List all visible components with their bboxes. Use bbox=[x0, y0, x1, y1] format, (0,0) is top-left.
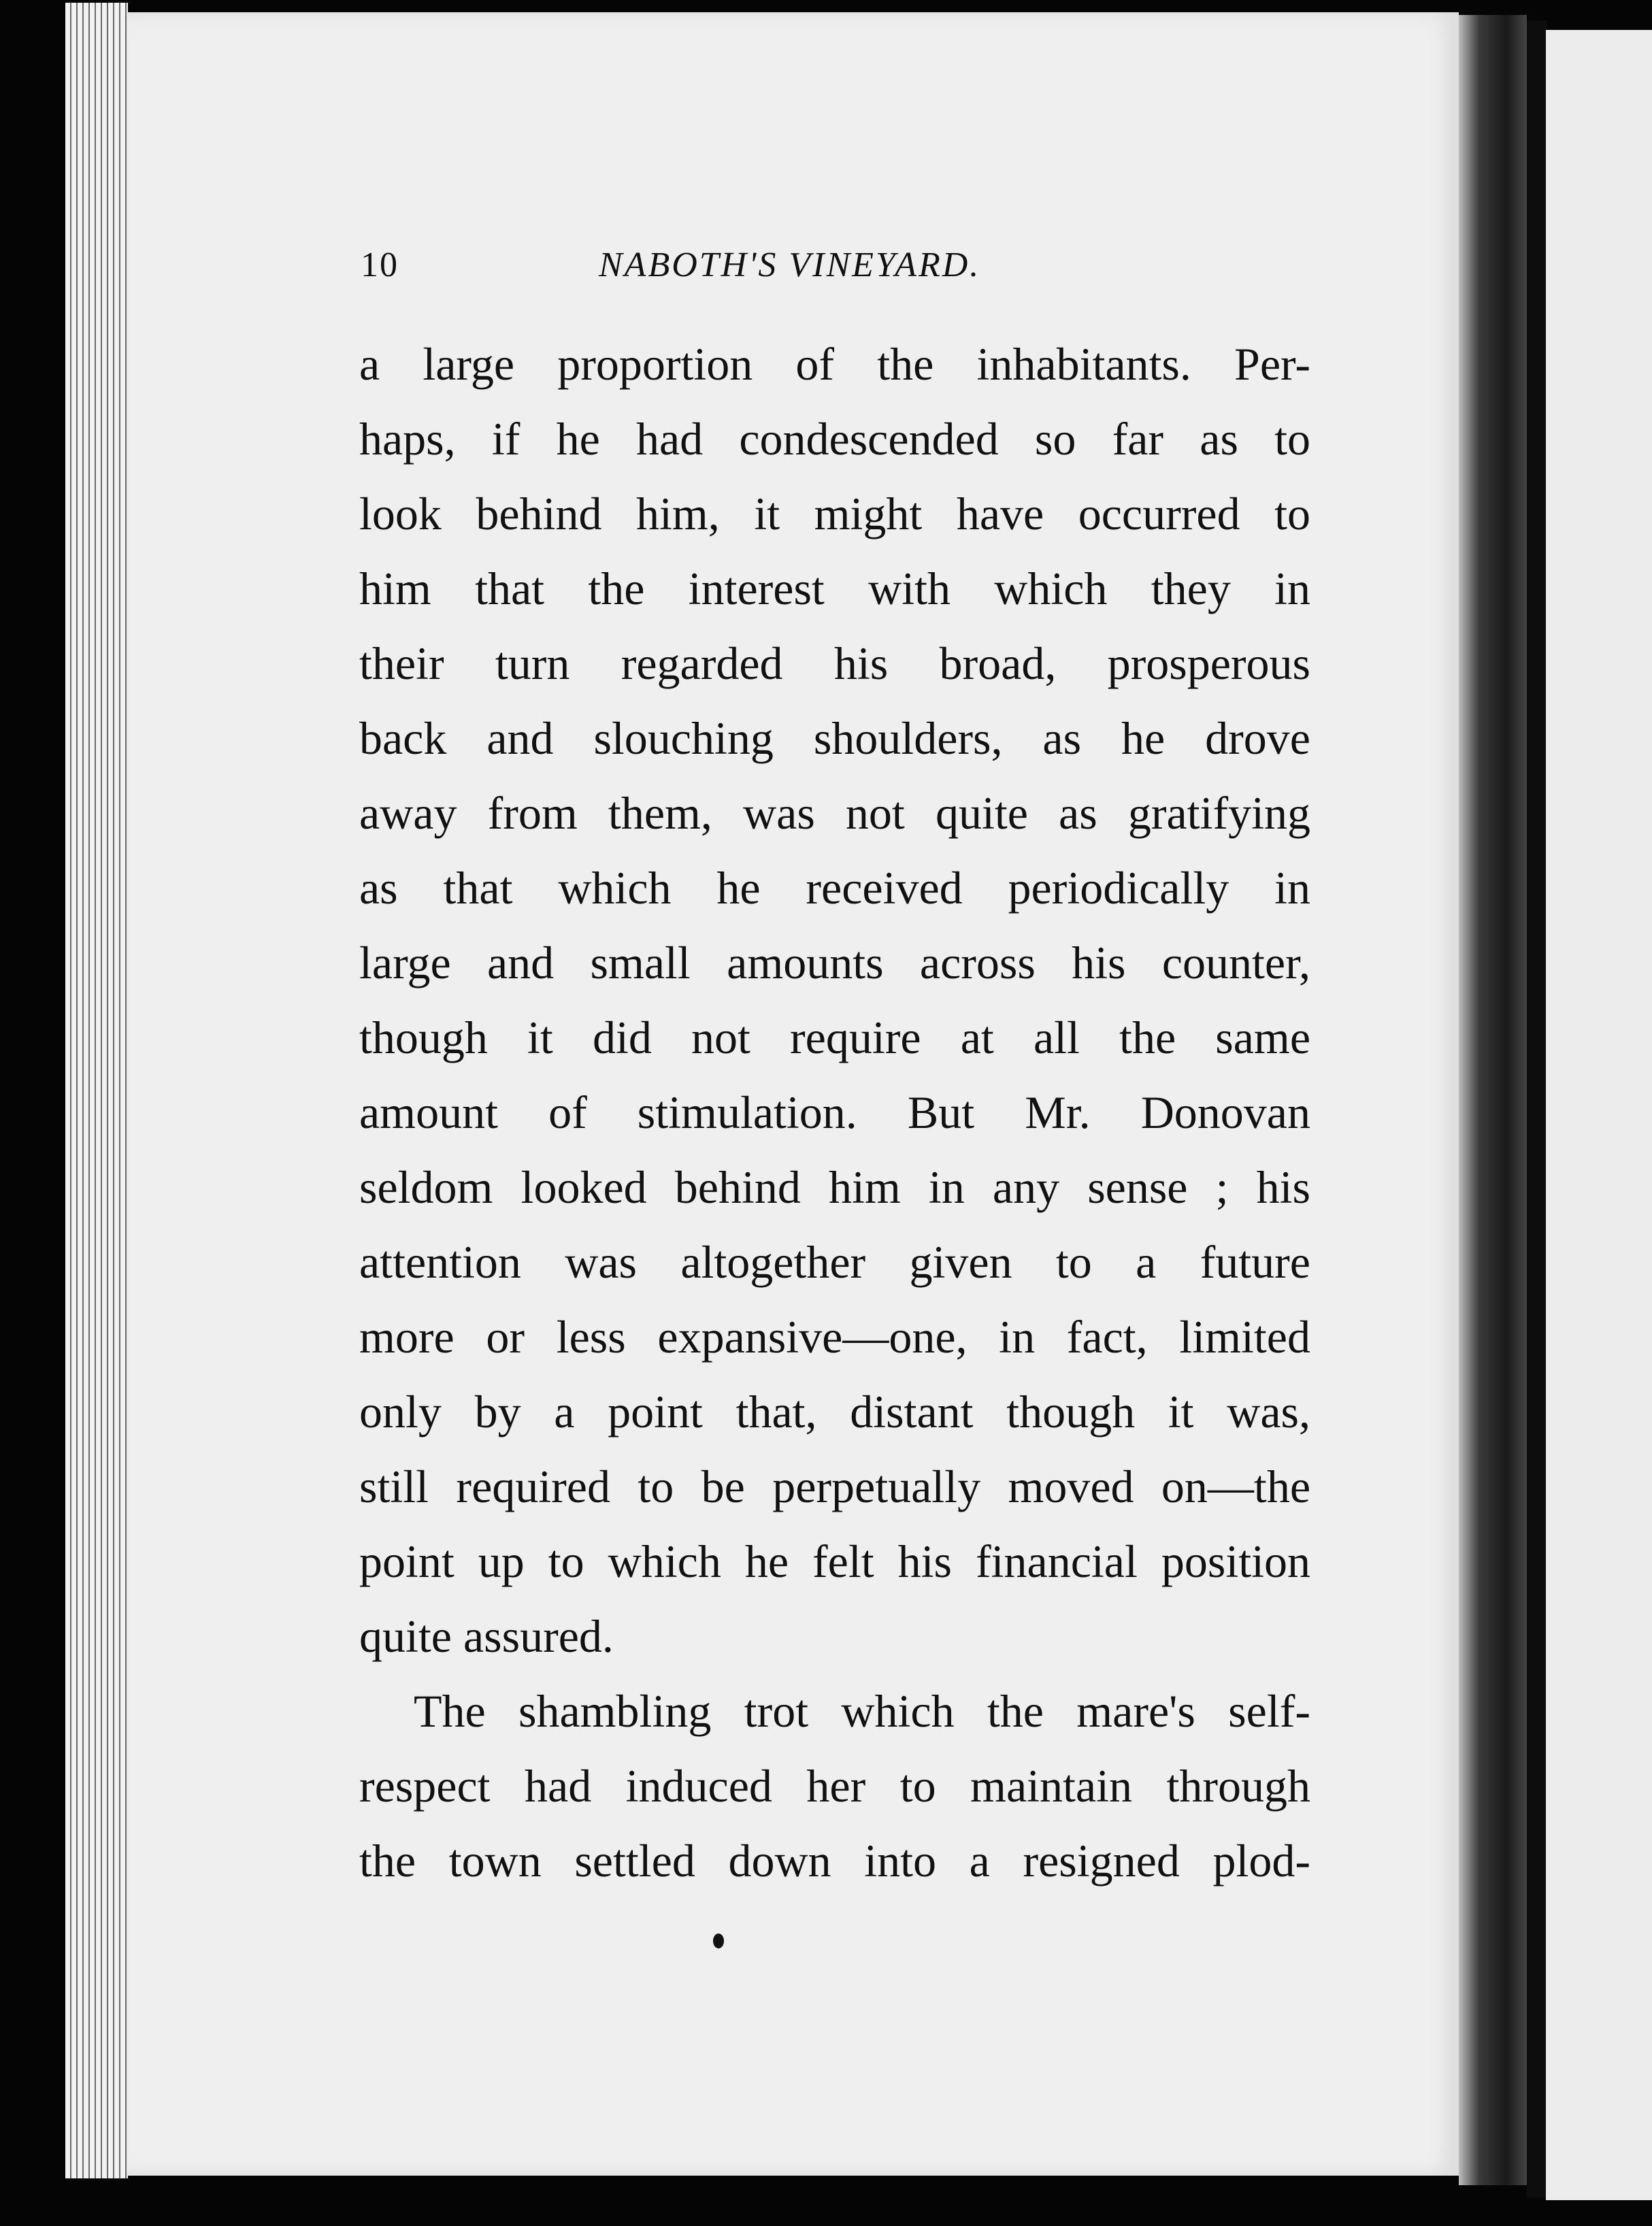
text-line: a large proportion of the inhabitants. Per- bbox=[359, 338, 1310, 390]
text-line: as that which he received periodically in bbox=[359, 862, 1310, 914]
facing-page bbox=[1546, 30, 1652, 2200]
text-line: haps, if he had condescended so far as to bbox=[359, 413, 1310, 465]
text-line: him that the interest with which they in bbox=[359, 563, 1310, 614]
paragraph-first-line: The shambling trot which the mare's self- bbox=[414, 1685, 1310, 1737]
text-line: attention was altogether given to a future bbox=[359, 1236, 1310, 1288]
text-line: look behind him, it might have occurred to bbox=[359, 488, 1310, 539]
text-line: still required to be perpetually moved on—the bbox=[359, 1461, 1310, 1512]
page-number: 10 bbox=[361, 246, 399, 284]
text-line: though it did not require at all the same bbox=[359, 1012, 1310, 1063]
running-head bbox=[361, 245, 1313, 299]
text-line: more or less expansive—one, in fact, limited bbox=[359, 1311, 1310, 1363]
text-line: point up to which he felt his financial position bbox=[359, 1535, 1310, 1587]
running-title: NABOTH'S VINEYARD. bbox=[599, 246, 981, 284]
ink-speck bbox=[713, 1933, 724, 1948]
body-text bbox=[359, 327, 1310, 1898]
facing-page-edge bbox=[1527, 20, 1547, 2197]
page-gutter-shadow bbox=[1459, 15, 1527, 2185]
text-line: respect had induced her to maintain through bbox=[359, 1760, 1310, 1812]
text-line: the town settled down into a resigned plod- bbox=[359, 1835, 1310, 1887]
text-line: seldom looked behind him in any sense ; his bbox=[359, 1161, 1310, 1213]
text-line: amount of stimulation. But Mr. Donovan bbox=[359, 1086, 1310, 1138]
text-line: back and slouching shoulders, as he drove bbox=[359, 712, 1310, 764]
text-line: large and small amounts across his counter, bbox=[359, 937, 1310, 989]
text-line: only by a point that, distant though it was, bbox=[359, 1386, 1310, 1438]
page-edges-stack bbox=[65, 3, 128, 2178]
text-line: away from them, was not quite as gratifying bbox=[359, 787, 1310, 839]
text-line: their turn regarded his broad, prosperous bbox=[359, 637, 1310, 689]
text-line: quite assured. bbox=[359, 1610, 614, 1662]
